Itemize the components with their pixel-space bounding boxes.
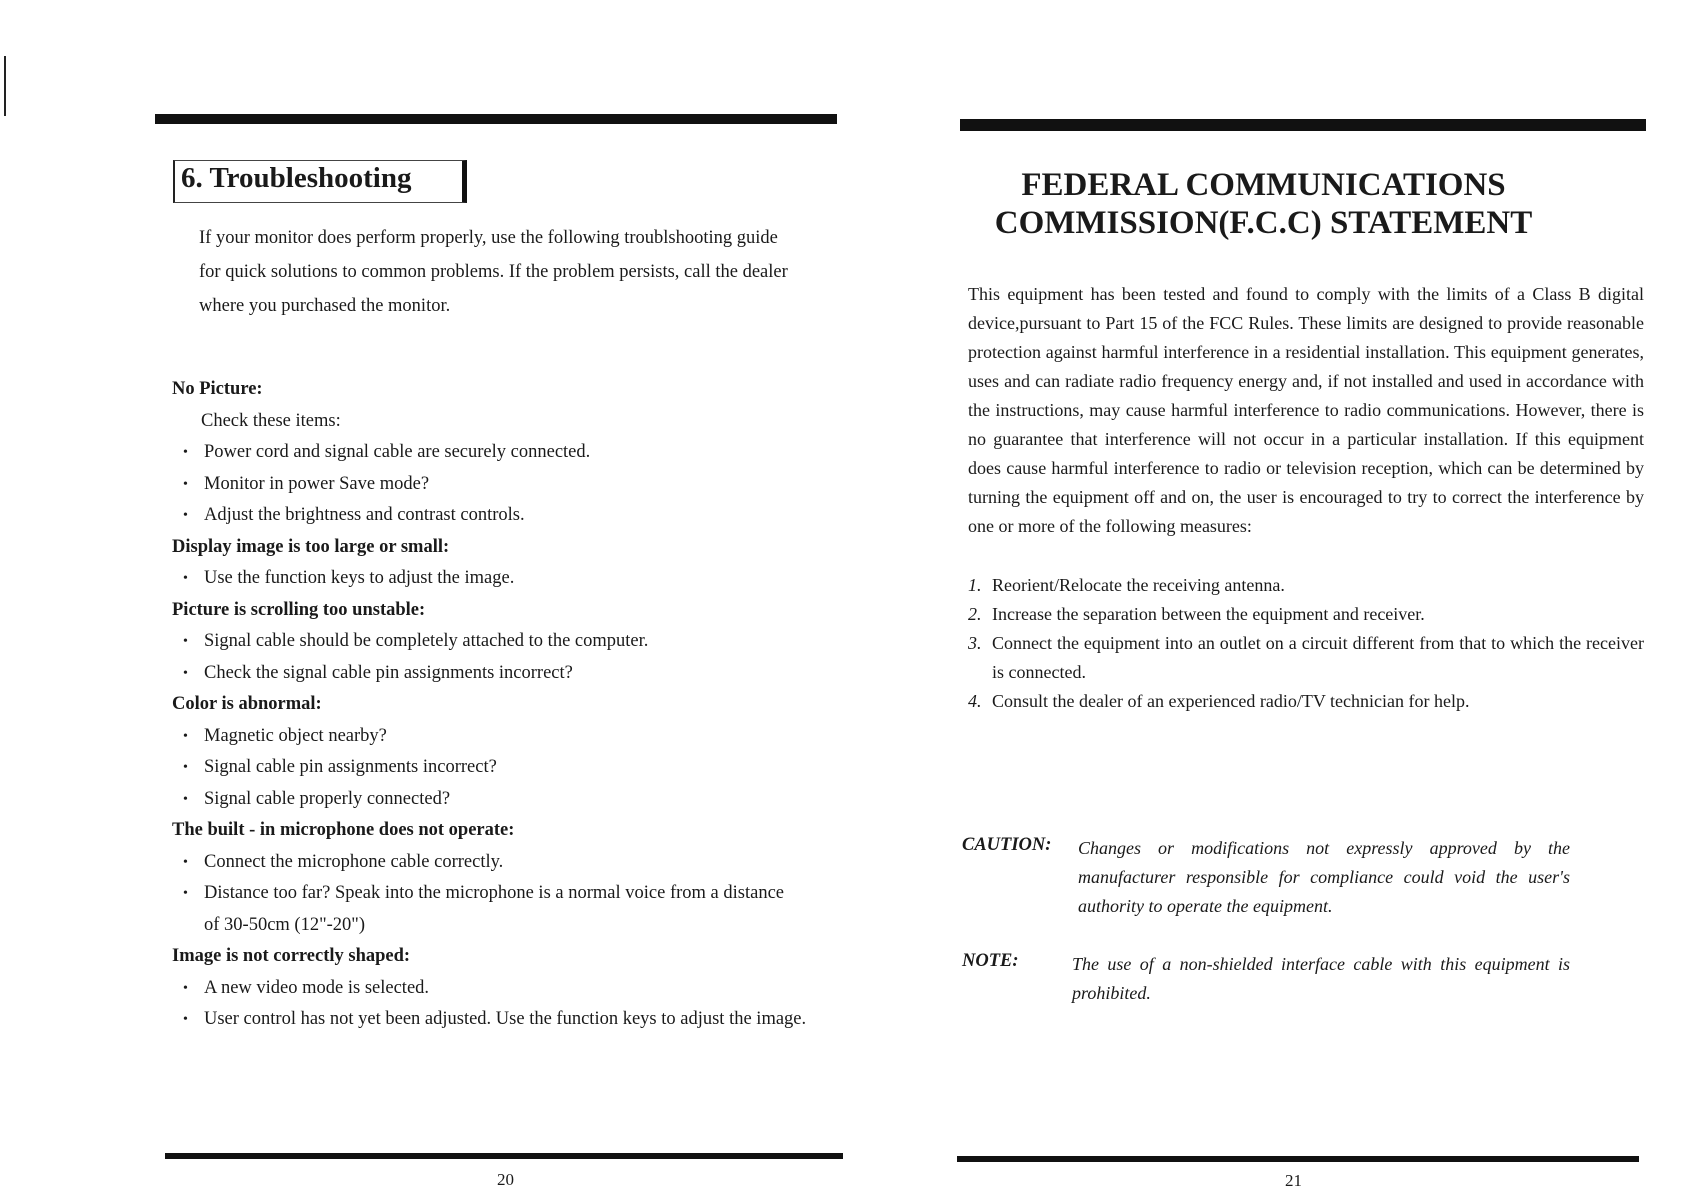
page-title [842, 166, 1685, 242]
title-line-2: COMMISSION(F.C.C) STATEMENT [994, 205, 1533, 241]
bullet-icon: • [183, 791, 188, 807]
bullet-icon: • [183, 571, 188, 586]
shape-heading: Image is not correctly shaped: [172, 946, 411, 966]
page-number: 21 [1285, 1171, 1302, 1190]
bullet-icon: • [183, 445, 188, 460]
list-item: • Use the function keys to adjust the image. [172, 563, 812, 595]
display-size-heading: Display image is too large or small: [172, 536, 450, 557]
intro-paragraph: If your monitor does perform properly, use the following troublshooting guide for quick solutions to common problems. If the problem persists, call the dealer where you purchased the monitor. [199, 228, 788, 316]
note-label: NOTE: [962, 951, 1019, 971]
left-page [0, 0, 842, 1187]
right-page [842, 0, 1685, 1190]
bottom-rule [957, 1156, 1639, 1162]
list-item: • Power cord and signal cable are securely connected. [172, 437, 812, 469]
list-item: • A new video mode is selected. [172, 973, 812, 1005]
bullet-icon: • [183, 886, 188, 901]
list-item: • Magnetic object nearby? [172, 721, 812, 753]
list-item: • Signal cable properly connected? [172, 784, 812, 816]
list-item: 1. Reorient/Relocate the receiving antenna. [968, 575, 1285, 595]
bullet-icon: • [183, 634, 188, 649]
bullet-icon: • [183, 760, 188, 775]
list-item: • Check the signal cable pin assignments incorrect? [172, 658, 812, 690]
note-text: The use of a non-shielded interface cable with this equipment is prohibited. [1072, 954, 1570, 1003]
list-item: 3. Connect the equipment into an outlet on a circuit different from that to which the receiver is connected. [968, 633, 1644, 682]
list-item: 4. Consult the dealer of an experienced radio/TV technician for help. [968, 691, 1470, 711]
bullet-icon: • [183, 980, 188, 996]
fcc-statement-body: This equipment has been tested and found to comply with the limits of a Class B digital device,pursuant to Part 15 of the FCC Rules. These limits are designed to provide reasonable protection against harmful interference in a residential installation. This equipment generates, uses and can radiate radio frequency energy and, if not installed and used in accordance with the instructions, may cause harmful interference to radio communications. However, there is no guarantee that interference will not occur in a particular installation. If this equipment does cause harmful interference to radio or television reception, which can be determined by turning the equipment off and on, the user is encouraged to try to correct the interference by one or more of the following measures: [968, 284, 1644, 536]
section-title: 6. Troubleshooting [181, 162, 412, 194]
bullet-icon: • [183, 508, 188, 523]
microphone-heading: The built - in microphone does not operate: [172, 820, 515, 840]
bullet-icon: • [183, 728, 188, 744]
page-number: 20 [497, 1170, 514, 1189]
list-item: • Signal cable pin assignments incorrect? [172, 752, 812, 784]
list-item: • Distance too far? Speak into the microphone is a normal voice from a distance of 30-50cm (12"-20") [172, 878, 804, 941]
title-line-1: FEDERAL COMMUNICATIONS [1021, 167, 1506, 203]
binding-mark [4, 56, 6, 116]
top-rule [155, 114, 837, 124]
top-rule [960, 119, 1646, 131]
list-item: 2. Increase the separation between the equipment and receiver. [968, 604, 1425, 624]
list-item: • Signal cable should be completely attached to the computer. [172, 626, 812, 658]
bullet-icon: • [183, 476, 188, 492]
bullet-icon: • [183, 665, 188, 681]
list-item: • Adjust the brightness and contrast controls. [172, 500, 812, 532]
color-heading: Color is abnormal: [172, 694, 322, 714]
bottom-rule [165, 1153, 843, 1159]
scrolling-heading: Picture is scrolling too unstable: [172, 599, 426, 620]
bullet-icon: • [183, 854, 188, 870]
troubleshooting-list [172, 374, 812, 1036]
bullet-icon: • [183, 1012, 188, 1027]
list-item: • Connect the microphone cable correctly. [172, 847, 812, 879]
caution-label: CAUTION: [962, 835, 1052, 855]
list-item: • Monitor in power Save mode? [172, 469, 812, 501]
caution-text: Changes or modifications not expressly approved by the manufacturer responsible for compliance could void the user's authority to operate the equipment. [1078, 838, 1570, 916]
list-item: • User control has not yet been adjusted. Use the function keys to adjust the image. [172, 1004, 824, 1036]
measures-list [968, 571, 1644, 716]
no-picture-heading: No Picture: [172, 379, 263, 399]
no-picture-subheading: Check these items: [201, 410, 341, 431]
